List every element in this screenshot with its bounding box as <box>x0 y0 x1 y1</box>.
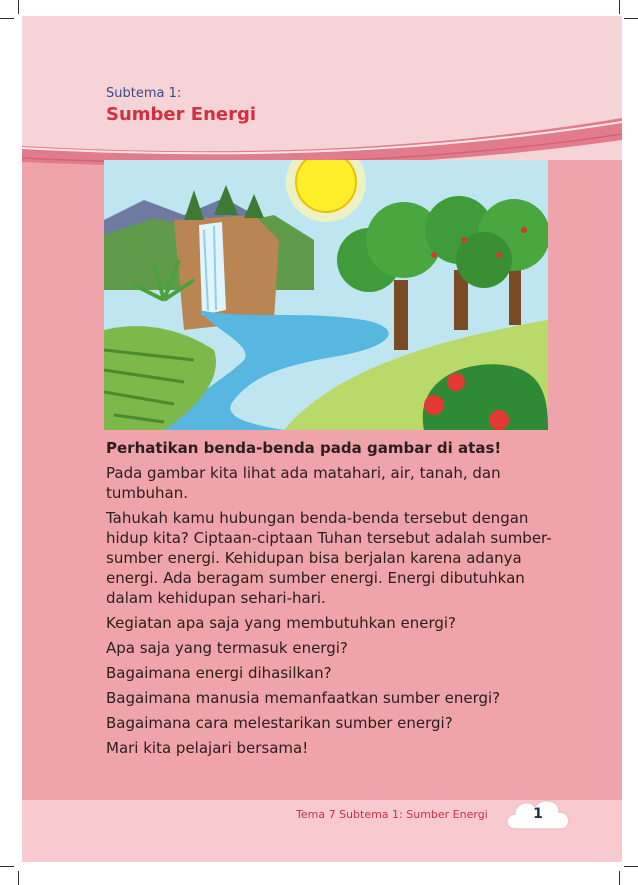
body-text <box>106 438 556 763</box>
instruction-lead: Perhatikan benda-benda pada gambar di atas! <box>106 439 502 457</box>
question: Bagaimana cara melestarikan sumber energi? <box>106 714 453 732</box>
crop-mark <box>0 866 14 867</box>
page-title: Sumber Energi <box>106 104 257 125</box>
paragraph: Pada gambar kita lihat ada matahari, air, tanah, dan tumbuhan. <box>106 464 501 502</box>
question: Kegiatan apa saja yang membutuhkan energi? <box>106 614 457 632</box>
page-number: 1 <box>533 806 543 822</box>
crop-mark <box>18 0 19 14</box>
crop-mark <box>619 871 620 885</box>
crop-mark <box>18 871 19 885</box>
crop-mark <box>624 18 638 19</box>
footer-label: Tema 7 Subtema 1: Sumber Energi <box>296 808 488 821</box>
question: Apa saja yang termasuk energi? <box>106 639 348 657</box>
subtheme-label: Subtema 1: <box>106 86 182 101</box>
closing-line: Mari kita pelajari bersama! <box>106 739 309 757</box>
crop-mark <box>0 18 14 19</box>
crop-mark <box>624 866 638 867</box>
nature-illustration <box>104 160 548 430</box>
question: Bagaimana manusia memanfaatkan sumber energi? <box>106 689 501 707</box>
paragraph: Tahukah kamu hubungan benda-benda tersebut dengan hidup kita? Ciptaan-ciptaan Tuhan tersebut adalah sumber-sumber energi. Kehidupan bisa berjalan karena adanya energi. Ada beragam sumber energi. Energi dibutuhkan dalam kehidupan sehari-hari. <box>106 509 552 607</box>
crop-mark <box>619 0 620 14</box>
sun-icon <box>296 160 356 212</box>
question: Bagaimana energi dihasilkan? <box>106 664 332 682</box>
